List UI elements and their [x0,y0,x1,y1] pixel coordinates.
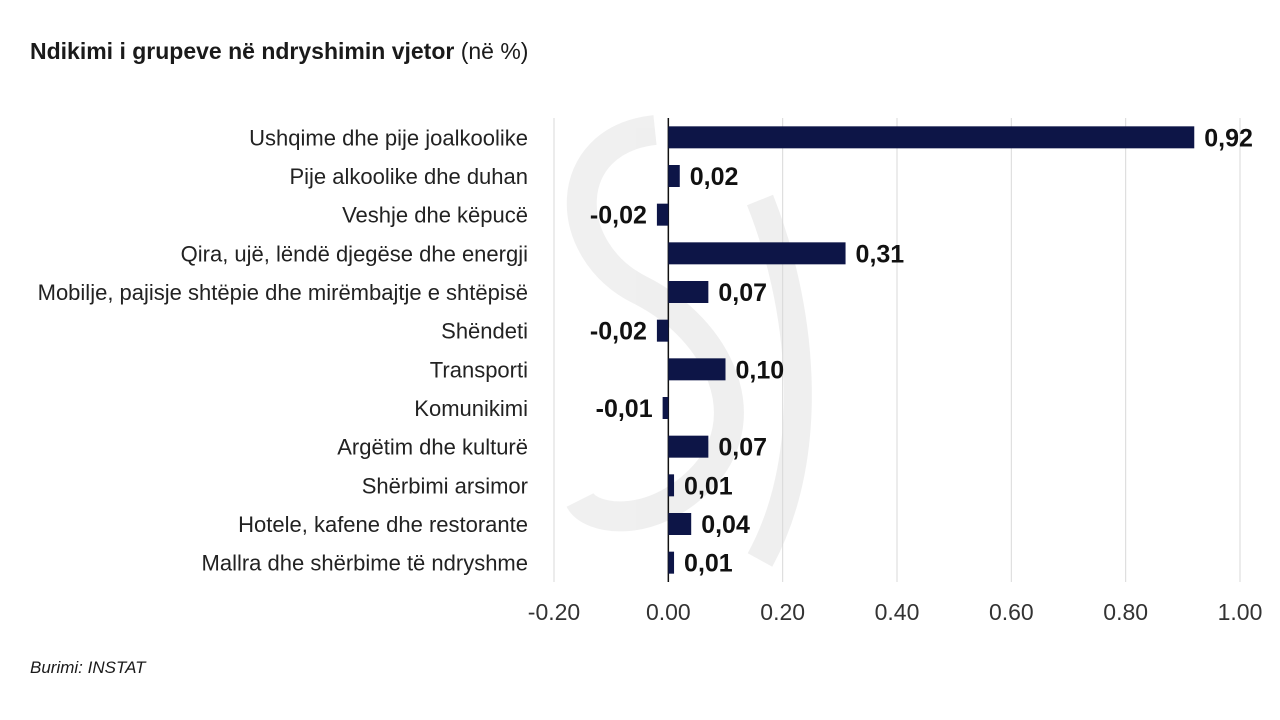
data-label: -0,02 [589,317,647,346]
x-tick-label: 0.80 [1103,599,1149,625]
x-tick-label: 1.00 [1217,599,1263,625]
data-label: 0,02 [689,163,739,191]
bar [668,126,1194,148]
x-tick-label: 0.20 [760,599,806,625]
bar [668,358,725,380]
bar [657,204,668,226]
bar [668,513,691,535]
data-label: 0,07 [718,433,768,462]
category-label: Ushqime dhe pije joalkoolike [249,125,528,151]
bar [668,242,845,264]
data-label: 0,01 [684,472,733,501]
data-label: 0,07 [718,279,768,307]
x-tick-label: -0.20 [527,599,581,625]
category-label: Argëtim dhe kulturë [337,434,528,460]
bar [668,552,674,574]
bar [663,397,669,419]
category-label: Shërbimi arsimor [361,473,528,499]
bar [668,281,708,303]
chart-title-main: Ndikimi i grupeve në ndryshimin vjetor [30,38,455,64]
x-tick-label: 0.40 [874,599,920,625]
category-label: Qira, ujë, lëndë djegëse dhe energji [180,241,528,267]
category-label: Mallra dhe shërbime të ndryshme [201,550,528,576]
data-label: 0,92 [1204,124,1253,153]
bar [668,165,679,187]
category-label: Komunikimi [414,396,528,421]
bar [668,436,708,458]
data-label: 0,01 [684,549,733,578]
x-tick-label: 0.60 [988,599,1034,625]
data-label: 0,31 [855,240,905,269]
category-label: Transporti [429,357,528,383]
data-label: 0,04 [701,511,750,539]
chart-title-unit: (në %) [460,38,529,64]
category-label: Mobilje, pajisje shtëpie dhe mirëmbajtje e shtëpisë [37,280,528,305]
data-label: 0,10 [735,356,785,385]
source-note: Burimi: INSTAT [30,658,146,677]
bar [668,474,674,496]
category-label: Veshje dhe këpucë [342,202,528,228]
data-label: -0,02 [589,201,647,230]
bar [657,320,668,342]
x-tick-label: 0.00 [645,599,691,625]
category-label: Shëndeti [441,318,528,344]
data-label: -0,01 [595,395,653,423]
category-label: Hotele, kafene dhe restorante [238,512,528,537]
category-label: Pije alkoolike dhe duhan [289,164,528,189]
